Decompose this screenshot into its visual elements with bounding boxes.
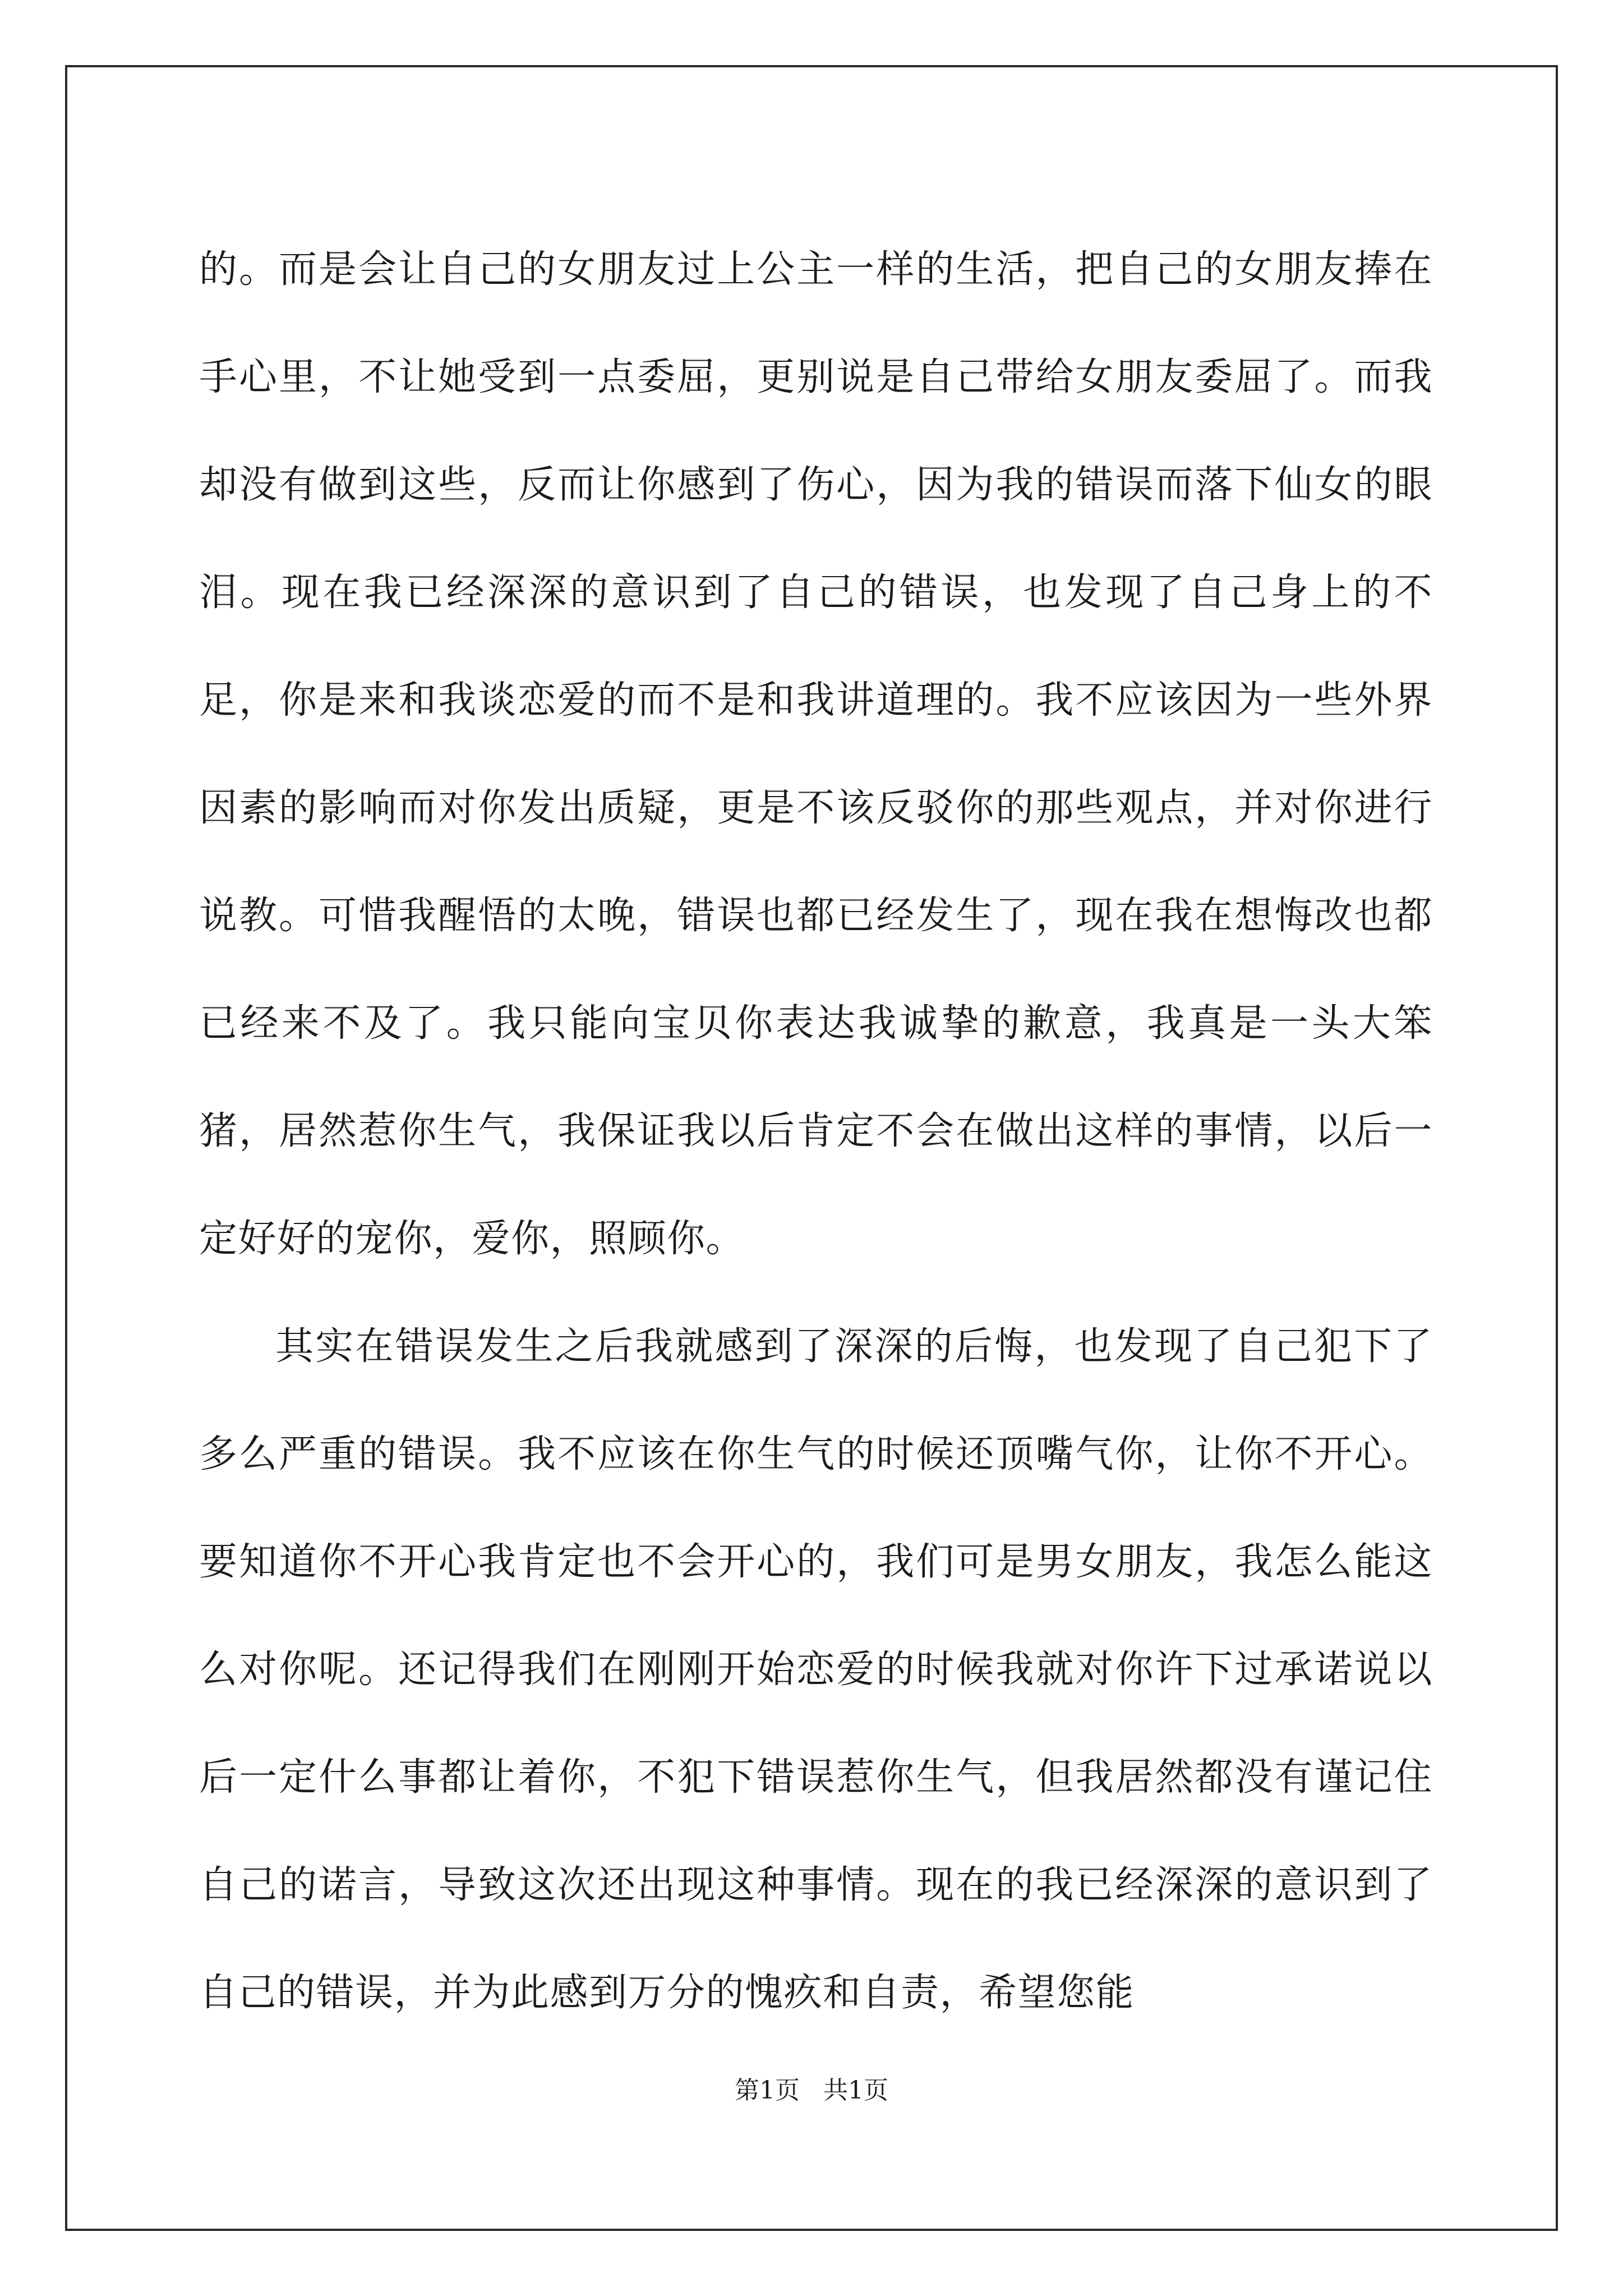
page-footer: 第1页 共1页 (735, 2076, 888, 2105)
paragraph-1: 的。而是会让自己的女朋友过上公主一样的生活，把自己的女朋友捧在手心里，不让她受到一点委屈，更别说是自己带给女朋友委屈了。而我却没有做到这些，反而让你感到了伤心，因为我的错误而落下仙女的眼泪。现在我已经深深的意识到了自己的错误，也发现了自己身上的不足，你是来和我谈恋爱的而不是和我讲道理的。我不应该因为一些外界因素的影响而对你发出质疑，更是不该反驳你的那些观点，并对你进行说教。可惜我醒悟的太晚，错误也都已经发生了，现在我在想悔改也都已经来不及了。我只能向宝贝你表达我诚挚的歉意，我真是一头大笨猪，居然惹你生气，我保证我以后肯定不会在做出这样的事情，以后一定好好的宠你，爱你，照顾你。 (199, 247, 1433, 1261)
document-body (199, 216, 1433, 2047)
paragraph-2: 其实在错误发生之后我就感到了深深的后悔，也发现了自己犯下了多么严重的错误。我不应该在你生气的时候还顶嘴气你，让你不开心。要知道你不开心我肯定也不会开心的，我们可是男女朋友，我怎么能这么对你呢。还记得我们在刚刚开始恋爱的时候我就对你许下过承诺说以后一定什么事都让着你，不犯下错误惹你生气，但我居然都没有谨记住自己的诺言，导致这次还出现这种事情。现在的我已经深深的意识到了自己的错误，并为此感到万分的愧疚和自责，希望您能 (199, 1324, 1433, 2015)
